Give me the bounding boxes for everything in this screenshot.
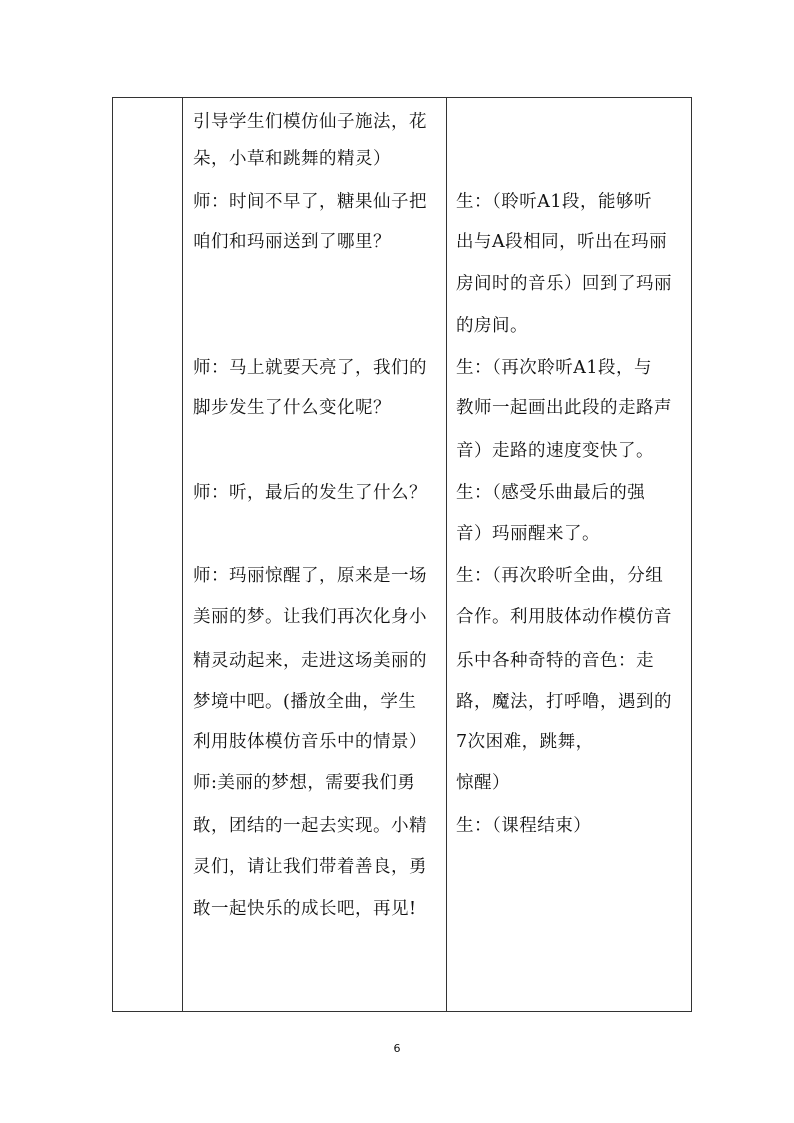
student-line: 生：（课程结束） <box>456 816 592 836</box>
column-divider <box>182 98 183 1011</box>
teacher-line: 师:美丽的梦想，需要我们勇 <box>193 773 416 793</box>
student-line: 生：（再次聆听A1段，与 <box>456 358 653 378</box>
page-number: 6 <box>393 1042 401 1055</box>
student-line: 生：（再次聆听全曲，分组 <box>456 566 664 586</box>
column-divider <box>446 98 447 1011</box>
student-line: 惊醒） <box>456 773 510 793</box>
teacher-line: 利用肢体模仿音乐中的情景） <box>193 732 427 752</box>
student-line: 教师一起画出此段的走路声 <box>456 398 672 418</box>
student-line: 生：（感受乐曲最后的强 <box>456 483 646 503</box>
teacher-line: 师：马上就要天亮了，我们的 <box>193 358 427 378</box>
student-line: 的房间。 <box>456 316 528 336</box>
teacher-line: 师：玛丽惊醒了，原来是一场 <box>193 566 427 586</box>
teacher-line: 灵们，请让我们带着善良，勇 <box>193 857 427 877</box>
teacher-line: 敢，团结的一起去实现。小精 <box>193 816 427 836</box>
teacher-line: 敢一起快乐的成长吧，再见! <box>193 899 417 919</box>
teacher-line: 师：听，最后的发生了什么？ <box>193 483 427 503</box>
teacher-line: 咱们和玛丽送到了哪里？ <box>193 232 391 252</box>
student-line: 音）玛丽醒来了。 <box>456 524 600 544</box>
student-line: 路，魔法，打呼噜，遇到的 <box>456 692 672 712</box>
student-line: 乐中各种奇特的音色：走 <box>456 651 654 671</box>
student-line: 7次困难，跳舞， <box>456 732 594 752</box>
teacher-line: 师：时间不早了，糖果仙子把 <box>193 192 427 212</box>
teacher-line: 美丽的梦。让我们再次化身小 <box>193 607 427 627</box>
teacher-line: 精灵动起来，走进这场美丽的 <box>193 651 427 671</box>
student-line: 合作。利用肢体动作模仿音 <box>456 607 672 627</box>
teacher-line: 梦境中吧。(播放全曲，学生 <box>193 692 417 712</box>
student-line: 房间时的音乐）回到了玛丽 <box>456 274 672 294</box>
teacher-line: 脚步发生了什么变化呢？ <box>193 398 391 418</box>
student-line: 音）走路的速度变快了。 <box>456 441 654 461</box>
teacher-line: 朵，小草和跳舞的精灵） <box>193 149 391 169</box>
student-line: 生：（聆听A1段，能够听 <box>456 192 653 212</box>
teacher-line: 引导学生们模仿仙子施法，花 <box>193 112 427 132</box>
lesson-table <box>112 97 692 1012</box>
student-line: 出与A段相同，听出在玛丽 <box>456 232 668 252</box>
